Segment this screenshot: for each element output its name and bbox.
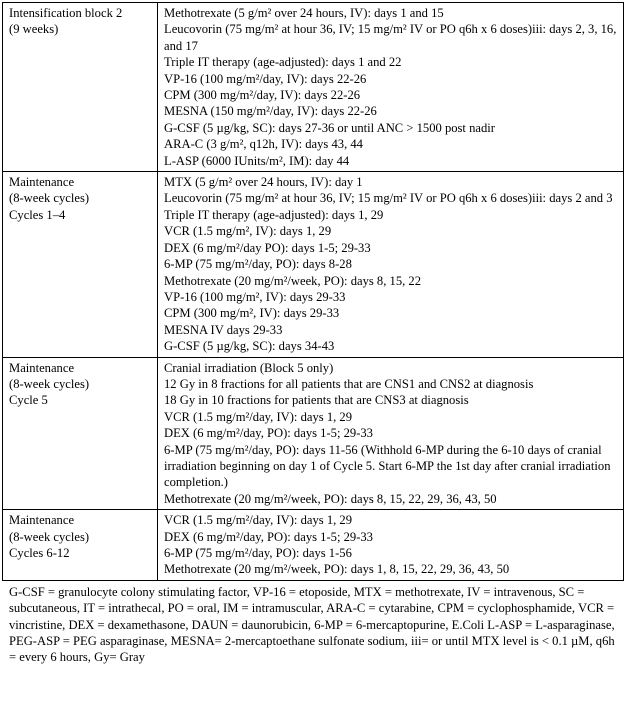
treatment-line: 6-MP (75 mg/m²/day, PO): days 1-56 (164, 546, 352, 560)
treatment-line: Methotrexate (20 mg/m²/week, PO): days 1, 8, 15, 22, 29, 36, 43, 50 (164, 562, 510, 577)
phase-cell (3, 510, 158, 581)
treatment-line: MESNA IV days 29-33 (164, 322, 283, 337)
phase-line: (8-week cycles) (9, 376, 90, 391)
treatment-cell (158, 3, 624, 172)
table-row (3, 172, 624, 357)
phase-cell (3, 3, 158, 172)
treatment-line: VP-16 (100 mg/m², IV): days 29-33 (164, 289, 346, 304)
phase-line: Cycles 6-12 (9, 546, 70, 560)
treatment-line: L-ASP (6000 IUnits/m², IM): day 44 (164, 153, 350, 168)
treatment-line: MTX (5 g/m² over 24 hours, IV): day 1 (164, 175, 363, 190)
treatment-line: Triple IT therapy (age-adjusted): days 1 and 22 (164, 55, 402, 70)
treatment-line: G-CSF (5 µg/kg, SC): days 34-43 (164, 339, 335, 354)
treatment-line: DEX (6 mg/m²/day, PO): days 1-5; 29-33 (164, 426, 373, 441)
phase-line: (8-week cycles) (9, 529, 90, 544)
treatment-line: CPM (300 mg/m², IV): days 29-33 (164, 306, 340, 321)
table-row (3, 510, 624, 581)
phase-line: Maintenance (9, 360, 75, 375)
table-row (3, 3, 624, 172)
treatment-line: VP-16 (100 mg/m²/day, IV): days 22-26 (164, 71, 367, 86)
treatment-line: ARA-C (3 g/m², q12h, IV): days 43, 44 (164, 137, 363, 152)
phase-line: (9 weeks) (9, 22, 59, 37)
phase-line: Cycles 1–4 (9, 207, 66, 222)
treatment-line: Cranial irradiation (Block 5 only) (164, 360, 334, 375)
treatment-line: Methotrexate (20 mg/m²/week, PO): days 8, 15, 22, 29, 36, 43, 50 (164, 491, 497, 506)
treatment-line: Leucovorin (75 mg/m² at hour 36, IV; 15 mg/m² IV or PO q6h x 6 doses)iii: days 2 and 3 (164, 191, 613, 206)
treatment-line: Methotrexate (20 mg/m²/week, PO): days 8, 15, 22 (164, 273, 422, 288)
phase-line: (8-week cycles) (9, 191, 90, 206)
table-row (3, 357, 624, 510)
phase-cell (3, 357, 158, 510)
treatment-cell (158, 357, 624, 510)
phase-line: Intensification block 2 (9, 6, 123, 20)
treatment-line: 6-MP (75 mg/m²/day, PO): days 8-28 (164, 257, 352, 272)
treatment-line: Methotrexate (5 g/m² over 24 hours, IV): days 1 and 15 (164, 6, 444, 20)
treatment-line: 18 Gy in 10 fractions for patients that are CNS3 at diagnosis (164, 393, 469, 408)
treatment-line: CPM (300 mg/m²/day, IV): days 22-26 (164, 88, 361, 103)
treatment-line: Triple IT therapy (age-adjusted): days 1, 29 (164, 207, 384, 222)
phase-cell (3, 172, 158, 357)
treatment-cell (158, 172, 624, 357)
phase-line: Maintenance (9, 175, 75, 190)
regimen-table (2, 2, 624, 581)
regimen-table-body (3, 3, 624, 581)
treatment-line: Leucovorin (75 mg/m² at hour 36, IV; 15 mg/m² IV or PO q6h x 6 doses)iii: days 2, 3, 16, and 17 (164, 22, 617, 53)
phase-line: Maintenance (9, 513, 75, 528)
treatment-line: VCR (1.5 mg/m²/day, IV): days 1, 29 (164, 409, 353, 424)
treatment-line: DEX (6 mg/m²/day PO): days 1-5; 29-33 (164, 240, 371, 255)
treatment-line: DEX (6 mg/m²/day, PO): days 1-5; 29-33 (164, 529, 373, 544)
treatment-line: VCR (1.5 mg/m²/day, IV): days 1, 29 (164, 513, 353, 528)
treatment-line: 12 Gy in 8 fractions for all patients that are CNS1 and CNS2 at diagnosis (164, 376, 534, 391)
treatment-cell (158, 510, 624, 581)
treatment-line: G-CSF (5 µg/kg, SC): days 27-36 or until ANC > 1500 post nadir (164, 120, 495, 135)
phase-line: Cycle 5 (9, 393, 48, 408)
abbreviations-footnote: G-CSF = granulocyte colony stimulating factor, VP-16 = etoposide, MTX = methotrexate, IV = intravenous, SC = subcutaneous, IT = intrathecal, PO = oral, IM = intramuscular, ARA-C = cytarabine, CPM = cyclophosphamide, VCR = vincristine, DEX = dexamethasone, DAUN = daunorubicin, 6-MP = 6-mercaptopurine, E.Coli L-ASP = L-asparaginase, PEG-ASP = PEG asparaginase, MESNA= 2-mercaptoethane sulfonate sodium, iii= or until MTX level is < 0.1 µM, q6h = every 6 hours, Gy= Gray (9, 584, 615, 665)
treatment-line: 6-MP (75 mg/m²/day, PO): days 11-56 (Withhold 6-MP during the 6-10 days of cranial irradiation beginning on day 1 of Cycle 5. Start 6-MP the 1st day after cranial irradiation completion.) (164, 442, 611, 490)
treatment-line: VCR (1.5 mg/m², IV): days 1, 29 (164, 224, 332, 239)
treatment-line: MESNA (150 mg/m²/day, IV): days 22-26 (164, 104, 377, 119)
